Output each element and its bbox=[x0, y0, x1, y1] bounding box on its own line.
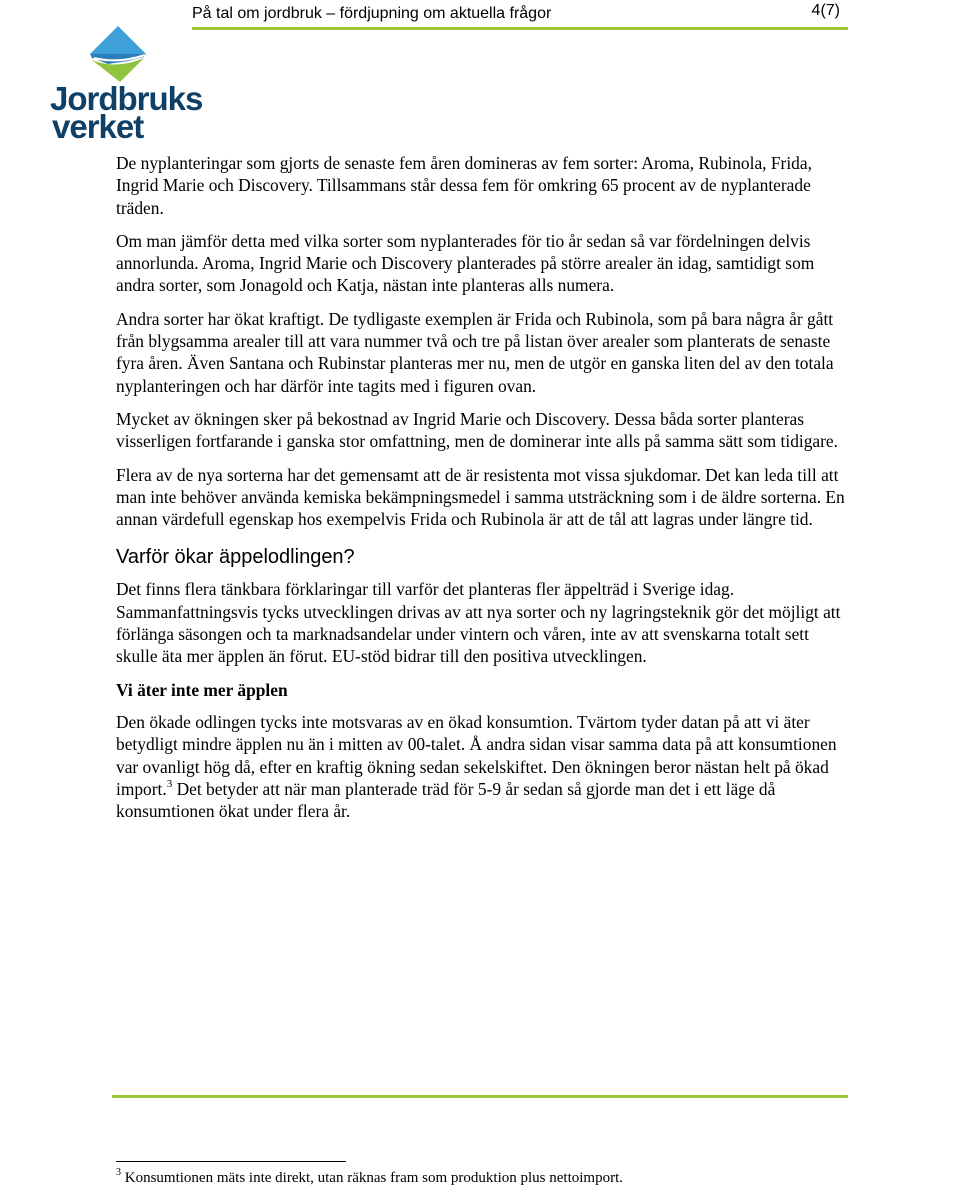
main-content bbox=[116, 152, 846, 833]
footnote bbox=[116, 1168, 623, 1188]
logo-text-line2: verket bbox=[52, 108, 144, 145]
paragraph-1: De nyplanteringar som gjorts de senaste fem åren domineras av fem sorter: Aroma, Rubinola, Frida, Ingrid Marie och Discovery. Tillsammans står dessa fem för omkring 65 procent av de nyplanterade träden. bbox=[116, 153, 812, 218]
paragraph-4: Mycket av ökningen sker på bekostnad av Ingrid Marie och Discovery. Dessa båda sorter planteras visserligen fortfarande i ganska stor omfattning, men de dominerar inte alls på samma sätt som tidigare. bbox=[116, 408, 838, 452]
header-title: På tal om jordbruk – fördjupning om aktuella frågor bbox=[192, 5, 552, 22]
subsection-heading: Vi äter inte mer äpplen bbox=[116, 679, 288, 700]
header-divider bbox=[192, 27, 848, 30]
footer-divider bbox=[112, 1095, 848, 1098]
paragraph-2: Om man jämför detta med vilka sorter som nyplanterades för tio år sedan så var fördelningen delvis annorlunda. Aroma, Ingrid Marie och Discovery planterades på större arealer än idag, samtidigt som andra sorter, som Jonagold och Katja, nästan inte planteras alls numera. bbox=[116, 230, 815, 296]
logo-mark-icon bbox=[48, 24, 190, 88]
logo-text-line1: Jordbruks bbox=[50, 80, 203, 117]
paragraph-7-part-b: Det betyder att när man planterade träd för 5-9 år sedan så gjorde man det i ett läge då konsumtionen ökat under flera år. bbox=[116, 778, 776, 822]
paragraph-7-part-a: Den ökade odlingen tycks inte motsvaras av en ökad konsumtion. Tvärtom tyder datan på att vi äter betydligt mindre äpplen nu än i mitten av 00-talet. Å andra sidan visar samma data på att konsumtionen var ovanligt hög då, efter en kraftig ökning sedan sekelskiftet. Den ökningen beror nästan helt på ökad import. bbox=[116, 711, 837, 799]
footnote-separator bbox=[116, 1161, 346, 1162]
paragraph-3: Andra sorter har ökat kraftigt. De tydligaste exemplen är Frida och Rubinola, som på bara några år gått från blygsamma arealer till att vara nummer två och tre på listan över arealer som planterats de senaste fyra åren. Även Santana och Rubinstar planteras mer nu, men de utgör en ganska liten del av den totala nyplanteringen och har därför inte tagits med i figuren ovan. bbox=[116, 308, 834, 396]
paragraph-5: Flera av de nya sorterna har det gemensamt att de är resistenta mot vissa sjukdomar. Det kan leda till att man inte behöver använda kemiska bekämpningsmedel i samma utsträckning som i de äldre sorterna. En annan värdefull egenskap hos exempelvis Frida och Rubinola är att de tål att lagras under längre tid. bbox=[116, 464, 845, 530]
footnote-text: Konsumtionen mäts inte direkt, utan räknas fram som produktion plus nettoimport. bbox=[121, 1170, 624, 1186]
footnote-reference[interactable]: 3 bbox=[166, 777, 173, 790]
jordbruksverket-logo bbox=[48, 24, 203, 145]
page-number: 4(7) bbox=[811, 2, 840, 19]
paragraph-6: Det finns flera tänkbara förklaringar till varför det planteras fler äppelträd i Sverige idag. Sammanfattningsvis tycks utvecklingen drivas av att nya sorter och ny lagringsteknik gör det möjligt att förlänga säsongen och ta marknadsandelar under vintern och våren, inte av att svenskarna totalt sett skulle äta mer äpplen än förut. EU-stöd bidrar till den positiva utvecklingen. bbox=[116, 579, 841, 667]
paragraph-7 bbox=[116, 711, 846, 822]
footnote-number: 3 bbox=[116, 1167, 121, 1178]
section-heading: Varför ökar äppelodlingen? bbox=[116, 546, 355, 569]
